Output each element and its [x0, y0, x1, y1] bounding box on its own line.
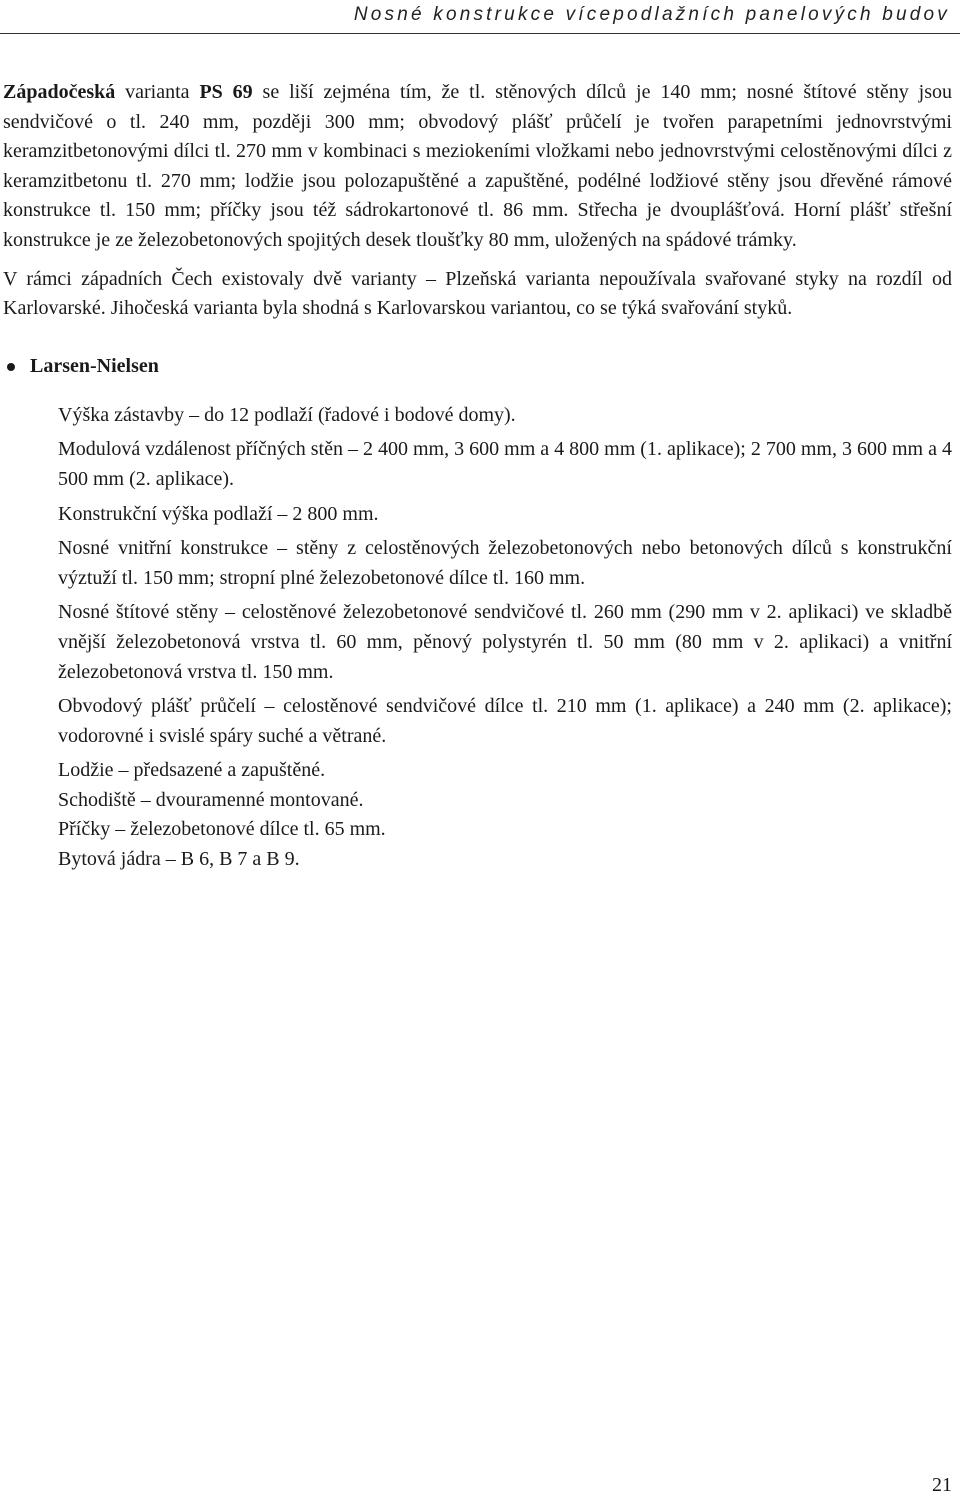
running-header: Nosné konstrukce vícepodlažních panelových budov — [353, 4, 950, 25]
variant-name: Západočeská — [3, 81, 116, 103]
page-content — [3, 78, 952, 875]
spec-item: Bytová jádra – B 6, B 7 a B 9. — [58, 848, 300, 871]
header-rule — [0, 33, 960, 34]
spec-item: Nosné štítové stěny – celostěnové železobetonové sendvičové tl. 260 mm (290 mm v 2. aplikaci) ve skladbě vnější železobetonová vrstva tl. 60 mm, pěnový polystyrén tl. 50 mm (80 mm v 2. aplikaci) a vnitřní železobetonová vrstva tl. 150 mm. — [58, 601, 952, 683]
spec-list — [3, 401, 952, 875]
bullet-icon — [7, 363, 15, 371]
spec-item: Lodžie – předsazené a zapuštěné. — [58, 759, 326, 782]
paragraph-text: se liší zejména tím, že tl. stěnových dílců je 140 mm; nosné štítové stěny jsou sendvičové o tl. 240 mm, později 300 mm; obvodový plášť průčelí je tvořen parapetními jednovrstvými keramzitbetonovými dílci tl. 270 mm v kombinaci s meziokeními vložkami nebo jednovrstvými celostěnovými dílci z keramzitbetonu tl. 270 mm; lodžie jsou polozapuštěné a zapuštěné, podélné lodžiové stěny jsou dřevěné rámové konstrukce tl. 150 mm; příčky jsou též sádrokartonové tl. 86 mm. Střecha je dvouplášťová. Horní plášť střešní konstrukce je ze železobetonových spojitých desek tloušťky 80 mm, uložených na spádové trámky. — [3, 81, 952, 251]
spec-item: Příčky – železobetonové dílce tl. 65 mm. — [58, 818, 386, 841]
spec-item: Výška zástavby – do 12 podlaží (řadové i bodové domy). — [58, 403, 516, 426]
spec-item: Obvodový plášť průčelí – celostěnové sendvičové dílce tl. 210 mm (1. aplikace) a 240 mm (2. aplikace); vodorovné i svislé spáry suché a větrané. — [58, 695, 952, 747]
spec-item: Schodiště – dvouramenné montované. — [58, 788, 364, 811]
paragraph-zapadoceska — [3, 78, 952, 256]
paragraph-zapadni-cechy: V rámci západních Čech existovaly dvě varianty – Plzeňská varianta nepoužívala svařované styky na rozdíl od Karlovarské. Jihočeská varianta byla shodná s Karlovarskou variantou, co se týká svařování styků. — [3, 267, 952, 320]
section-heading — [3, 352, 952, 382]
spec-item: Modulová vzdálenost příčných stěn – 2 400 mm, 3 600 mm a 4 800 mm (1. aplikace); 2 700 mm, 3 600 mm a 4 500 mm (2. aplikace). — [58, 438, 952, 490]
spec-item: Konstrukční výška podlaží – 2 800 mm. — [58, 502, 379, 525]
spec-item: Nosné vnitřní konstrukce – stěny z celostěnových železobetonových nebo betonových dílců s konstrukční výztuží tl. 150 mm; stropní plné železobetonové dílce tl. 160 mm. — [58, 537, 952, 589]
system-name: PS 69 — [199, 81, 253, 103]
section-heading-text: Larsen-Nielsen — [30, 354, 159, 377]
paragraph-text: varianta — [115, 81, 200, 103]
page-number: 21 — [932, 1474, 952, 1496]
